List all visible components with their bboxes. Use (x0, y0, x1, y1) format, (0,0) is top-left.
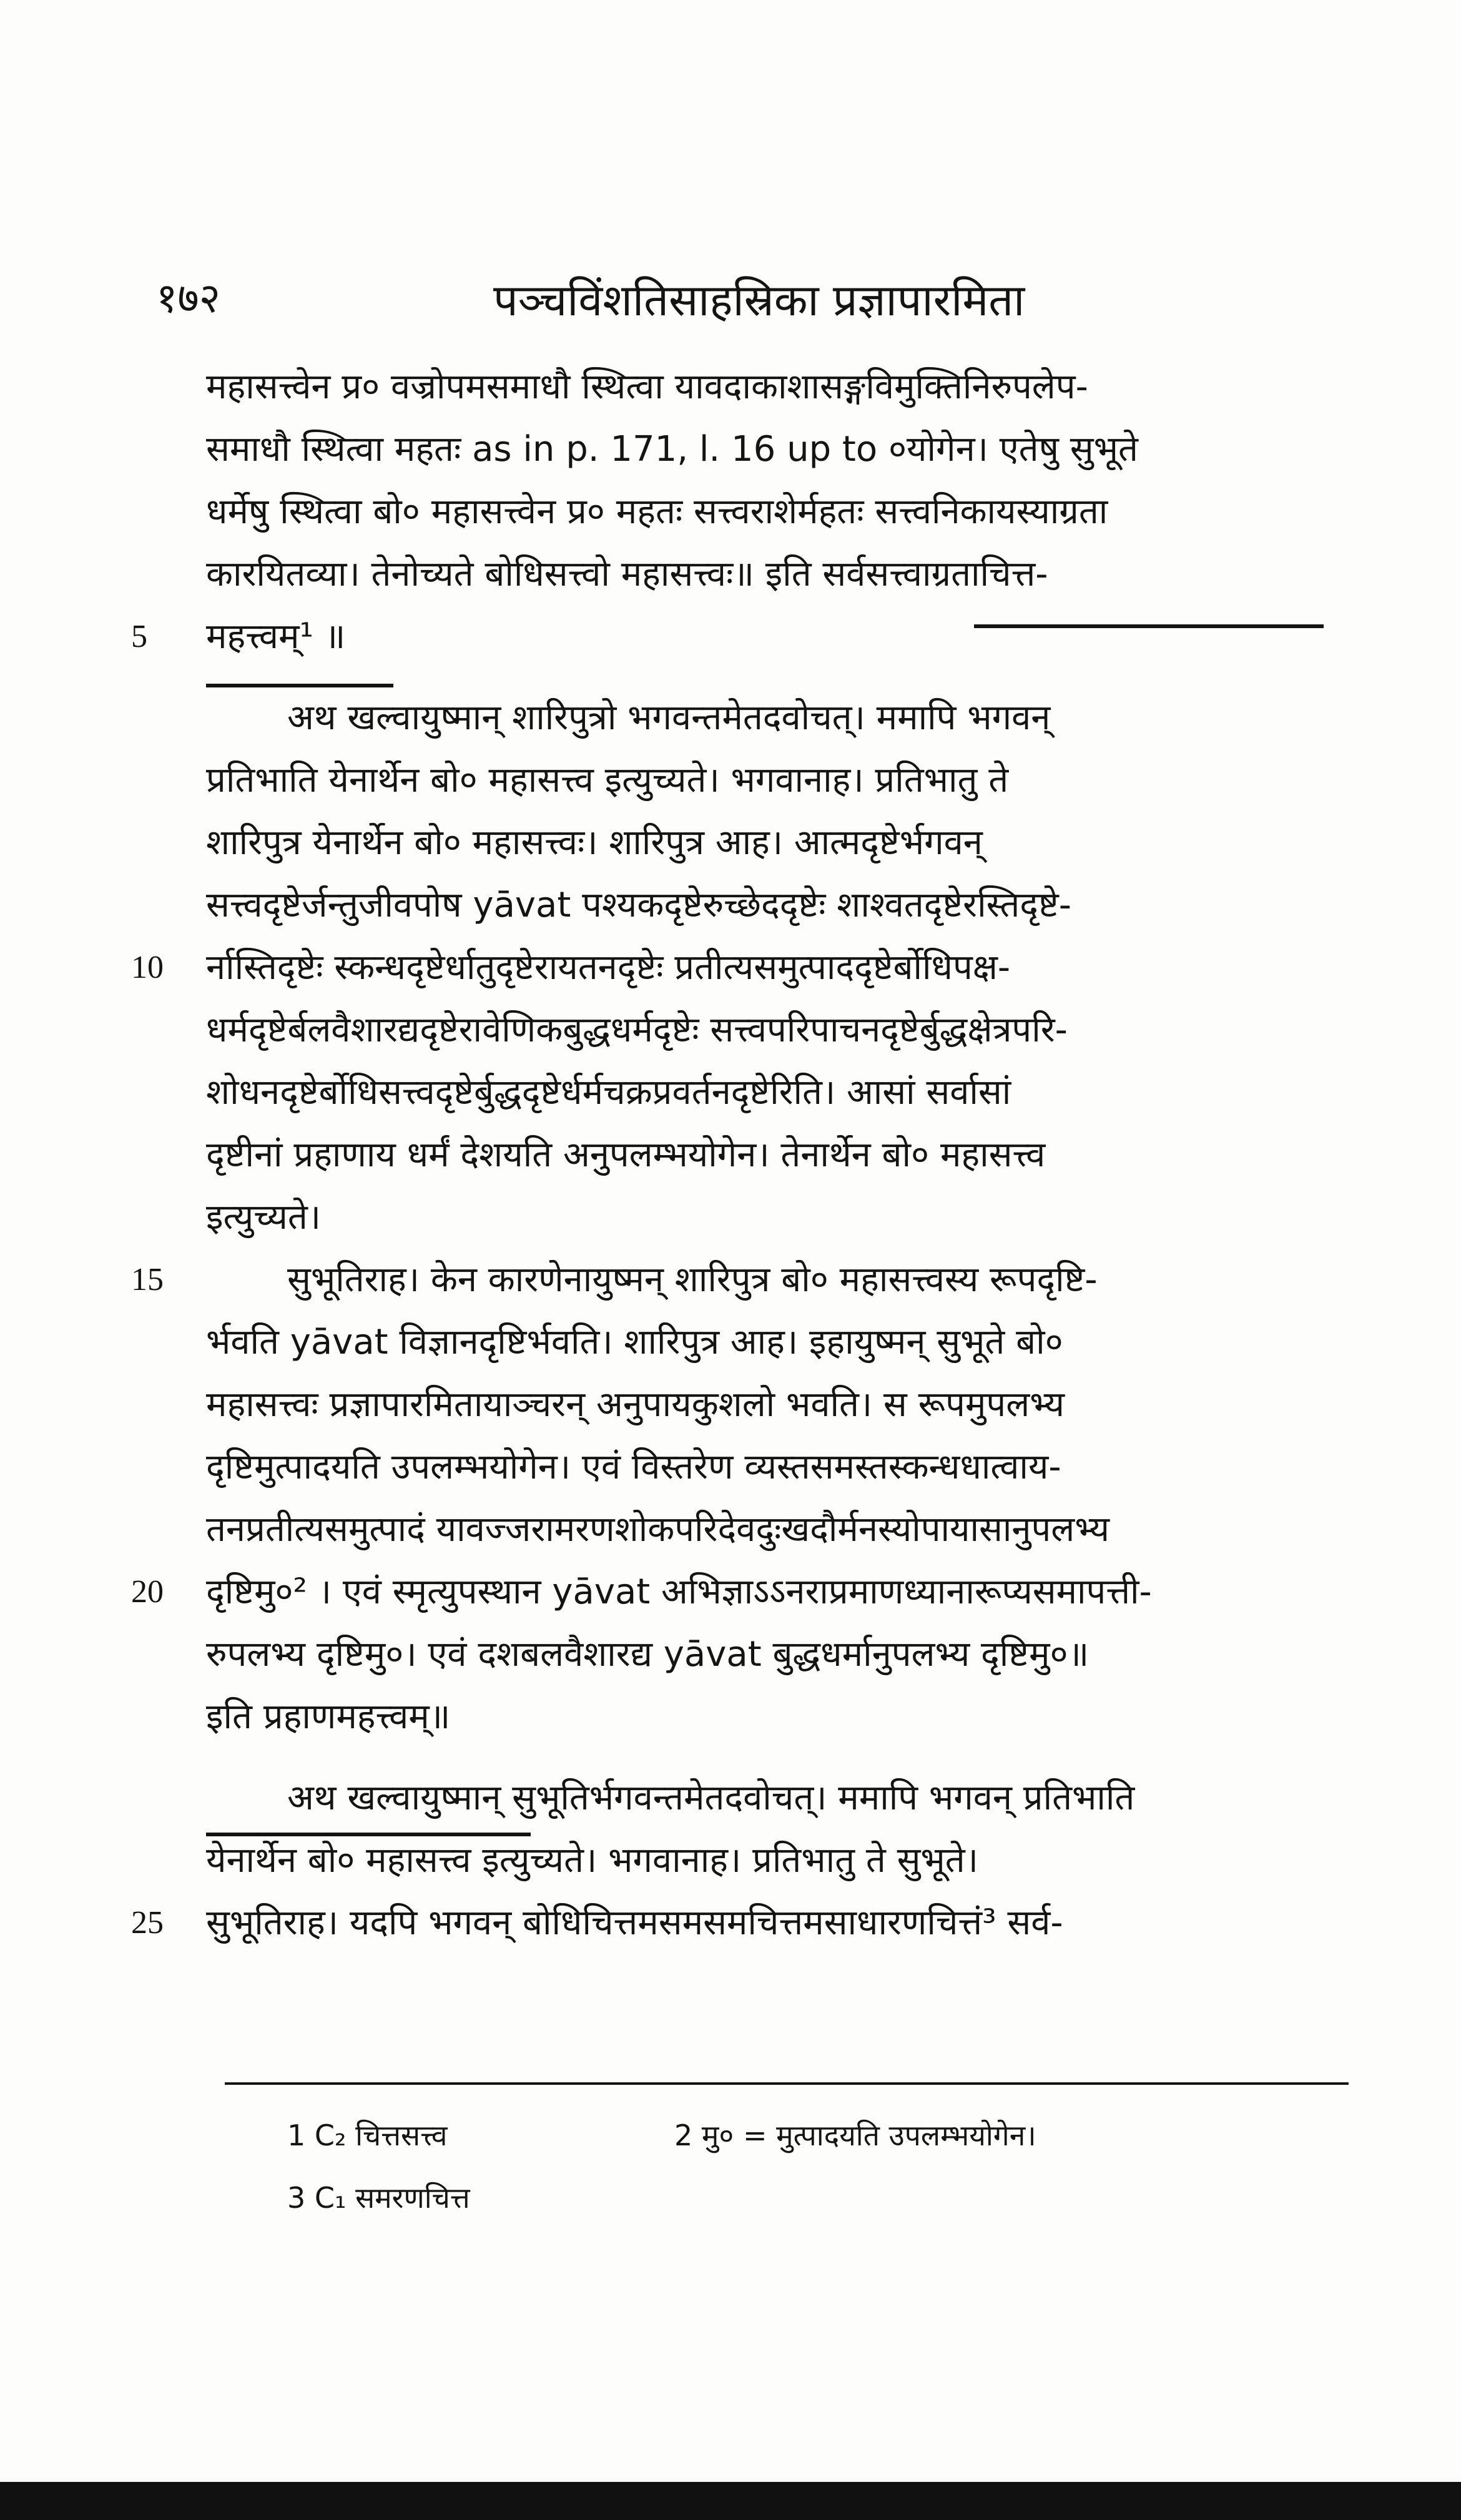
line-number: 10 (131, 950, 164, 985)
line-text: रुपलभ्य दृष्टिमु०। एवं दशबलवैशारद्य yāvat बुद्धधर्मानुपलभ्य दृष्टिमु०॥ (206, 1634, 1090, 1675)
text-line (206, 356, 1330, 418)
line-text: महासत्त्वेन प्र० वज्रोपमसमाधौ स्थित्वा यावदाकाशासङ्गविमुक्तिनिरुपलेप- (206, 367, 1088, 407)
page-number: १७२ (156, 274, 220, 322)
line-text: येनार्थेन बो० महासत्त्व इत्युच्यते। भगवानाह। प्रतिभातु ते सुभूते। (206, 1840, 978, 1881)
line-text: महत्त्वम्¹ ॥ (206, 616, 346, 657)
text-line (206, 1767, 1330, 1829)
line-text: अथ खल्वायुष्मान् शारिपुत्रो भगवन्तमेतदवोचत्। ममापि भगवन् (287, 697, 1051, 738)
text-line (131, 1892, 1330, 1954)
text-line (206, 543, 1330, 606)
text-line (206, 1499, 1330, 1561)
line-text: तनप्रतीत्यसमुत्पादं यावज्जरामरणशोकपरिदेवदुःखदौर्मनस्योपायासानुपलभ्य (206, 1509, 1110, 1550)
line-text: धर्मेषु स्थित्वा बो० महासत्त्वेन प्र० महतः सत्त्वराशेर्महतः सत्त्वनिकायस्याग्रता (206, 491, 1108, 532)
line-number: 15 (131, 1262, 164, 1297)
text-line (206, 1374, 1330, 1436)
text-line (131, 1249, 1330, 1311)
line-text: दृष्टिमुत्पादयति उपलम्भयोगेन। एवं विस्तरेण व्यस्तसमस्तस्कन्धधात्वाय- (206, 1447, 1061, 1487)
text-line (206, 1061, 1330, 1124)
line-text: दृष्टिमु०² । एवं स्मृत्युपस्थान yāvat अभिज्ञाऽऽनराप्रमाणध्यानारूप्यसमापत्ती- (206, 1572, 1152, 1612)
footnote: 1 C₂ चित्तसत्त्व (287, 2119, 448, 2152)
running-title: पञ्चविंशतिसाहस्रिका प्रज्ञापारमिता (493, 275, 1025, 326)
line-text: समाधौ स्थित्वा महतः as in p. 171, l. 16 up to ०योगेन। एतेषु सुभूते (206, 429, 1138, 470)
line-text: अथ खल्वायुष्मान् सुभूतिर्भगवन्तमेतदवोचत्। ममापि भगवन् प्रतिभाति (287, 1778, 1135, 1818)
text-line (206, 1623, 1330, 1686)
line-text: सत्त्वदृष्टेर्जन्तुजीवपोष yāvat पश्यकदृष्टेरुच्छेददृष्टेः शाश्वतदृष्टेरस्तिदृष्टे- (206, 885, 1071, 925)
text-line (206, 999, 1330, 1061)
line-text: शारिपुत्र येनार्थेन बो० महासत्त्वः। शारिपुत्र आह। आत्मदृष्टेर्भगवन् (206, 822, 983, 863)
section-title-underline (206, 1833, 531, 1836)
line-text: दृष्टीनां प्रहाणाय धर्मं देशयति अनुपलम्भयोगेन। तेनार्थेन बो० महासत्त्व (206, 1134, 1046, 1175)
line-text: इति प्रहाणमहत्त्वम्॥ (206, 1696, 451, 1737)
line-number: 20 (131, 1574, 164, 1610)
line-text: प्रतिभाति येनार्थेन बो० महासत्त्व इत्युच्यते। भगवानाह। प्रतिभातु ते (206, 760, 1009, 800)
line-text: शोधनदृष्टेर्बोधिसत्त्वदृष्टेर्बुद्धदृष्टेर्धर्मचक्रप्रवर्तनदृष्टेरिति। आसां सर्वासां (206, 1072, 1011, 1113)
section-title-underline (974, 624, 1324, 628)
line-text: इत्युच्यते। (206, 1197, 322, 1238)
footnote: 2 मु० = मुत्पादयति उपलम्भयोगेन। (674, 2119, 1036, 2152)
text-line (131, 937, 1330, 999)
scan-bottom-edge (0, 2482, 1461, 2520)
line-text: सुभूतिराह। केन कारणेनायुष्मन् शारिपुत्र बो० महासत्त्वस्य रूपदृष्टि- (287, 1259, 1098, 1300)
line-text: धर्मदृष्टेर्बलवैशारद्यदृष्टेरावेणिकबुद्धधर्मदृष्टेः सत्त्वपरिपाचनदृष्टेर्बुद्धक्षेत्रपरि- (206, 1010, 1068, 1050)
page-header (156, 262, 1330, 337)
text-line (131, 606, 1330, 668)
text-line (206, 874, 1330, 937)
line-text: र्भवति yāvat विज्ञानदृष्टिर्भवति। शारिपुत्र आह। इहायुष्मन् सुभूते बो० (206, 1322, 1063, 1362)
section-title-underline (206, 684, 393, 687)
line-text: महासत्त्वः प्रज्ञापारमितायाञ्चरन् अनुपायकुशलो भवति। स रूपमुपलभ्य (206, 1384, 1065, 1425)
text-line (206, 1436, 1330, 1499)
text-line (206, 812, 1330, 874)
line-text: कारयितव्या। तेनोच्यते बोधिसत्त्वो महासत्त्वः॥ इति सर्वसत्त्वाग्रताचित्त- (206, 554, 1048, 594)
text-line (206, 1311, 1330, 1374)
text-line (206, 1829, 1330, 1892)
line-number: 25 (131, 1905, 164, 1941)
text-line (131, 1561, 1330, 1623)
footnote-separator (225, 2082, 1349, 2085)
text-line (206, 749, 1330, 812)
text-line (206, 1186, 1330, 1249)
footnote: 3 C₁ समरणचित्त (287, 2181, 470, 2215)
line-text: र्नास्तिदृष्टेः स्कन्धदृष्टेर्धातुदृष्टेरायतनदृष्टेः प्रतीत्यसमुत्पाददृष्टेर्बोधिपक्ष- (206, 947, 1011, 988)
main-text (131, 356, 1330, 1954)
text-line (206, 418, 1330, 481)
text-line (206, 1124, 1330, 1186)
line-text: सुभूतिराह। यदपि भगवन् बोधिचित्तमसमसमचित्तमसाधारणचित्तं³ सर्व- (206, 1902, 1063, 1943)
text-line (206, 687, 1330, 749)
text-line (206, 481, 1330, 543)
text-line (206, 1686, 1330, 1748)
line-number: 5 (131, 619, 147, 654)
